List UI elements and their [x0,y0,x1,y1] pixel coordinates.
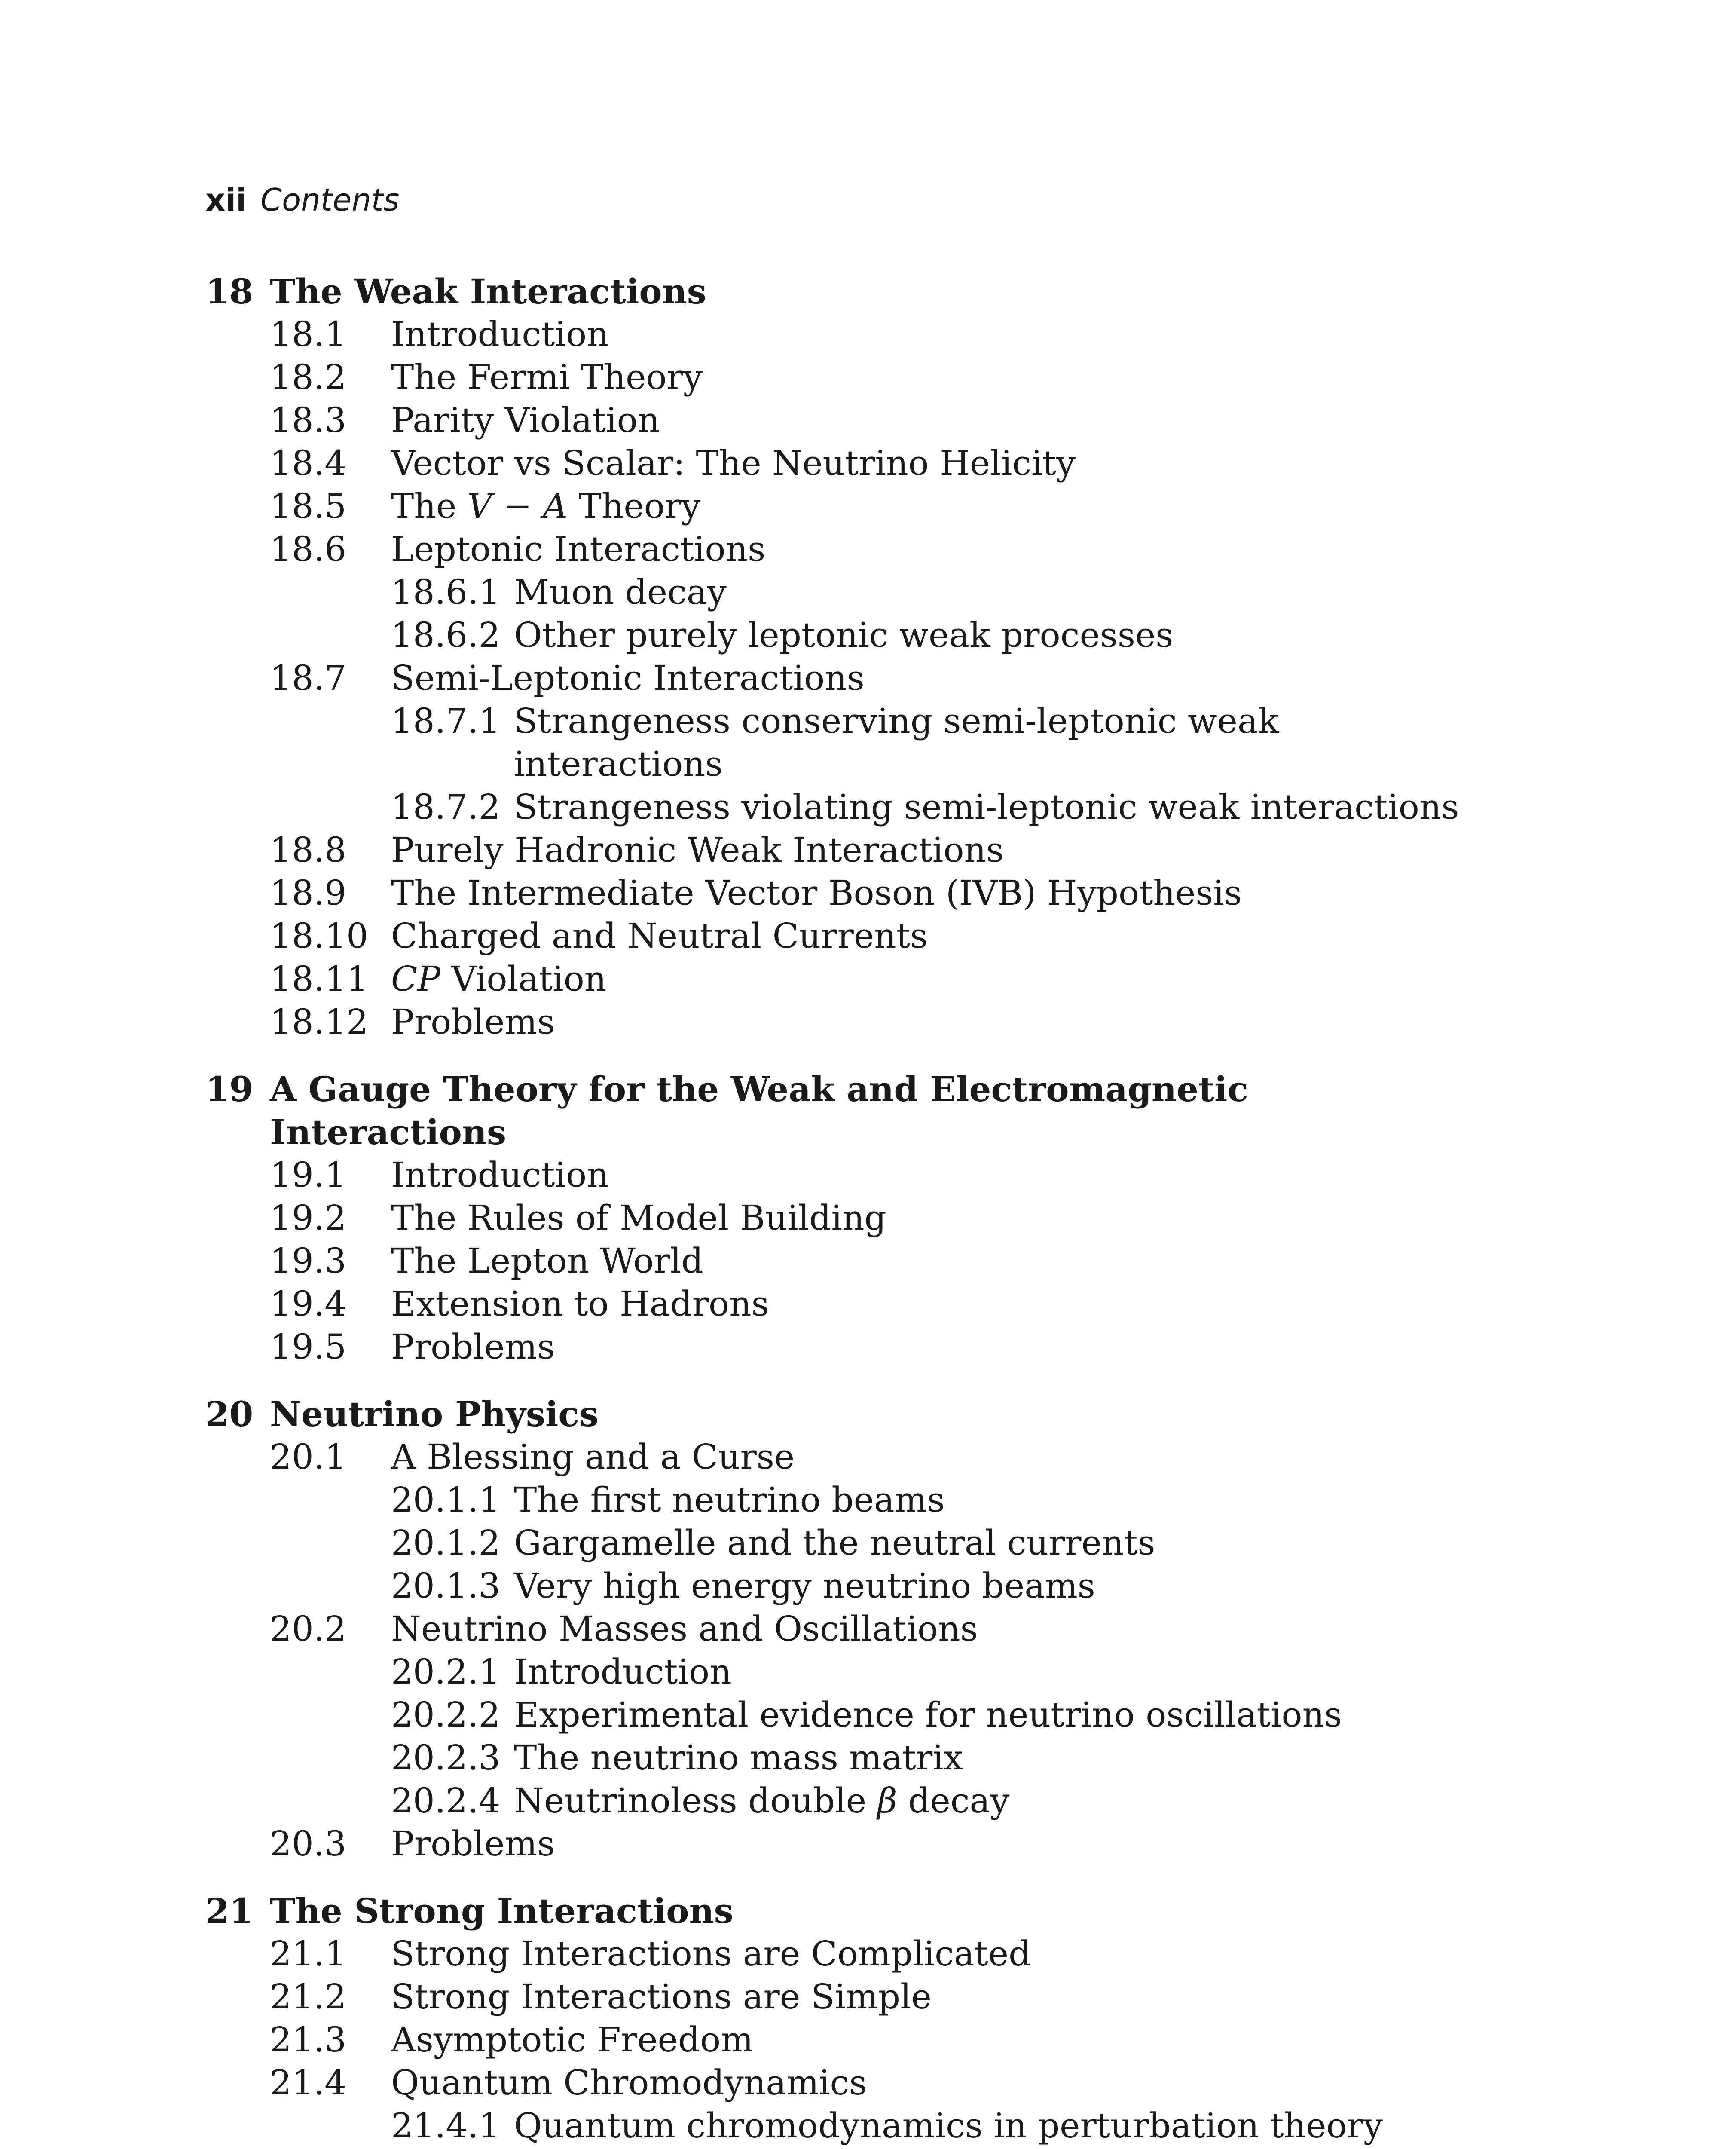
section-number: 18.7 [270,658,347,698]
section-number: 18.5 [270,486,347,526]
entry-title-text: The Intermediate Vector Boson (IVB) Hypothesis [391,873,1242,913]
entry-title-text: Strangeness conserving semi-leptonic weak [514,701,1279,741]
subsection-title [514,1650,732,1693]
section-number: 18.2 [270,357,347,397]
section-title [391,2061,867,2104]
entry-title-text: Purely Hadronic Weak Interactions [391,830,1004,870]
section-number: 19.4 [270,1284,347,1324]
section-title [391,1975,932,2018]
section-title [391,528,765,571]
subsection-title [514,1479,945,1521]
entry-title-text: Asymptotic Freedom [391,2020,754,2060]
section-number: 20.2 [270,1609,347,1649]
running-head-title: Contents [260,182,400,218]
section-title [391,915,928,958]
entry-title-text: Strangeness violating semi-leptonic weak interactions [514,787,1459,827]
subsection-number: 20.1.3 [391,1566,501,1606]
section-title [391,1436,795,1479]
subsection-title [514,1779,1009,1822]
subsection-title [514,1736,963,1779]
entry-title-text: Experimental evidence for neutrino oscillations [514,1695,1342,1735]
section-title [391,1932,1030,1975]
entry-title-math: CP [391,959,441,999]
section-number: 19.2 [270,1198,347,1238]
subsection-title [514,614,1173,657]
section-title [391,1326,555,1368]
subsection-title [514,571,727,614]
entry-title-text: Strong Interactions are Complicated [391,1934,1031,1974]
entry-title-text: Parity Violation [391,400,660,440]
section-number: 21.2 [270,1977,347,2017]
entry-title-text: A Blessing and a Curse [391,1437,795,1477]
entry-title-text: Vector vs Scalar: The Neutrino Helicity [391,443,1076,483]
subsection-number: 18.7.2 [391,787,501,827]
subsection-number: 20.2.1 [391,1652,501,1692]
entry-title-post: decay [897,1781,1010,1821]
entry-title-text: Leptonic Interactions [391,529,766,569]
entry-title-text: Semi-Leptonic Interactions [391,658,865,698]
section-number: 18.11 [270,959,369,999]
section-title [391,1154,609,1197]
section-title [391,356,703,399]
entry-title-text: Very high energy neutrino beams [514,1566,1095,1606]
section-number: 20.1 [270,1437,347,1477]
entry-title-text: Quantum Chromodynamics [391,2063,867,2103]
section-title [391,1240,703,1283]
chapter-number: 20 [205,1394,254,1434]
subsection-title [514,1521,1155,1564]
entry-title-text: Quantum chromodynamics in perturbation theory [514,2106,1383,2146]
section-title [391,1607,978,1650]
section-number: 18.3 [270,400,347,440]
entry-title-text: Extension to Hadrons [391,1284,769,1324]
section-title [391,958,606,1001]
subsection-title [514,786,1459,829]
running-head [205,181,400,219]
subsection-title [514,2147,1363,2149]
section-number: 19.5 [270,1327,347,1367]
entry-title-pre: The [391,486,468,526]
section-number: 18.9 [270,873,347,913]
subsection-number: 18.7.1 [391,701,501,741]
section-number: 18.12 [270,1002,369,1042]
chapter-number: 21 [205,1891,254,1931]
subsection-number: 20.1.1 [391,1480,501,1520]
subsection-title [514,1564,1095,1607]
section-number: 20.3 [270,1824,347,1864]
section-number: 18.4 [270,443,347,483]
section-title [391,872,1242,915]
entry-title-text: Neutrino Masses and Oscillations [391,1609,978,1649]
entry-title-text: The neutrino mass matrix [514,1738,963,1778]
entry-title-text: The first neutrino beams [514,1480,945,1520]
chapter-number: 18 [205,271,254,312]
entry-title-text: Problems [391,1327,555,1367]
entry-title-text: Charged and Neutral Currents [391,916,928,956]
entry-title-text: The Rules of Model Building [391,1198,886,1238]
subsection-number: 20.1.2 [391,1523,501,1563]
section-number: 18.8 [270,830,347,870]
subsection-title-line2: interactions [514,744,723,784]
entry-title-math: V − A [467,486,568,526]
chapter-title-line2: Interactions [270,1112,507,1152]
subsection-title [514,2104,1383,2147]
section-title [391,442,1076,485]
section-number: 18.6 [270,529,347,569]
entry-title-post: Theory [568,486,701,526]
subsection-number: 21.4.1 [391,2106,501,2146]
subsection-number: 18.6.2 [391,615,501,655]
entry-title-text: The Fermi Theory [391,357,703,397]
section-number: 21.3 [270,2020,347,2060]
entry-title-text: Introduction [391,1155,609,1195]
section-title [391,1283,769,1326]
section-title [391,1001,555,1044]
entry-title-text: Problems [391,1824,555,1864]
entry-title-text: Other purely leptonic weak processes [514,615,1174,655]
section-title [391,657,865,700]
section-number: 21.1 [270,1934,347,1974]
entry-title-text: Muon decay [514,572,727,612]
section-title [391,1197,886,1240]
chapter-number: 19 [205,1069,254,1109]
subsection-number: 20.2.4 [391,1781,501,1821]
section-title [391,313,609,356]
section-number: 19.3 [270,1241,347,1281]
subsection-number: 20.2.2 [391,1695,501,1735]
section-title [391,1822,555,1865]
chapter-title: The Strong Interactions [270,1891,734,1931]
section-title [391,399,660,442]
entry-title-text: Problems [391,1002,555,1042]
entry-title-math: β [877,1781,897,1821]
subsection-number [391,2147,500,2149]
entry-title-text: Gargamelle and the neutral currents [514,1523,1155,1563]
entry-title-text: Introduction [391,314,609,354]
section-title [391,2018,753,2061]
page-number: xii [205,182,247,218]
section-title [391,485,700,528]
section-number: 21.4 [270,2063,347,2103]
entry-title-post: Violation [440,959,607,999]
chapter-title: A Gauge Theory for the Weak and Electromagnetic [270,1069,1249,1109]
section-number: 19.1 [270,1155,347,1195]
subsection-title [514,1693,1342,1736]
entry-title-text: Introduction [514,1652,732,1692]
entry-title-pre: Neutrinoless double [514,1781,877,1821]
section-title [391,829,1004,872]
entry-title-text: Strong Interactions are Simple [391,1977,932,2017]
entry-title-text: The Lepton World [391,1241,703,1281]
section-number: 18.1 [270,314,347,354]
section-number: 18.10 [270,916,369,956]
chapter-title: Neutrino Physics [270,1394,599,1434]
chapter-title: The Weak Interactions [270,271,706,312]
subsection-title [514,700,1279,743]
subsection-number: 20.2.3 [391,1738,501,1778]
subsection-number: 18.6.1 [391,572,501,612]
